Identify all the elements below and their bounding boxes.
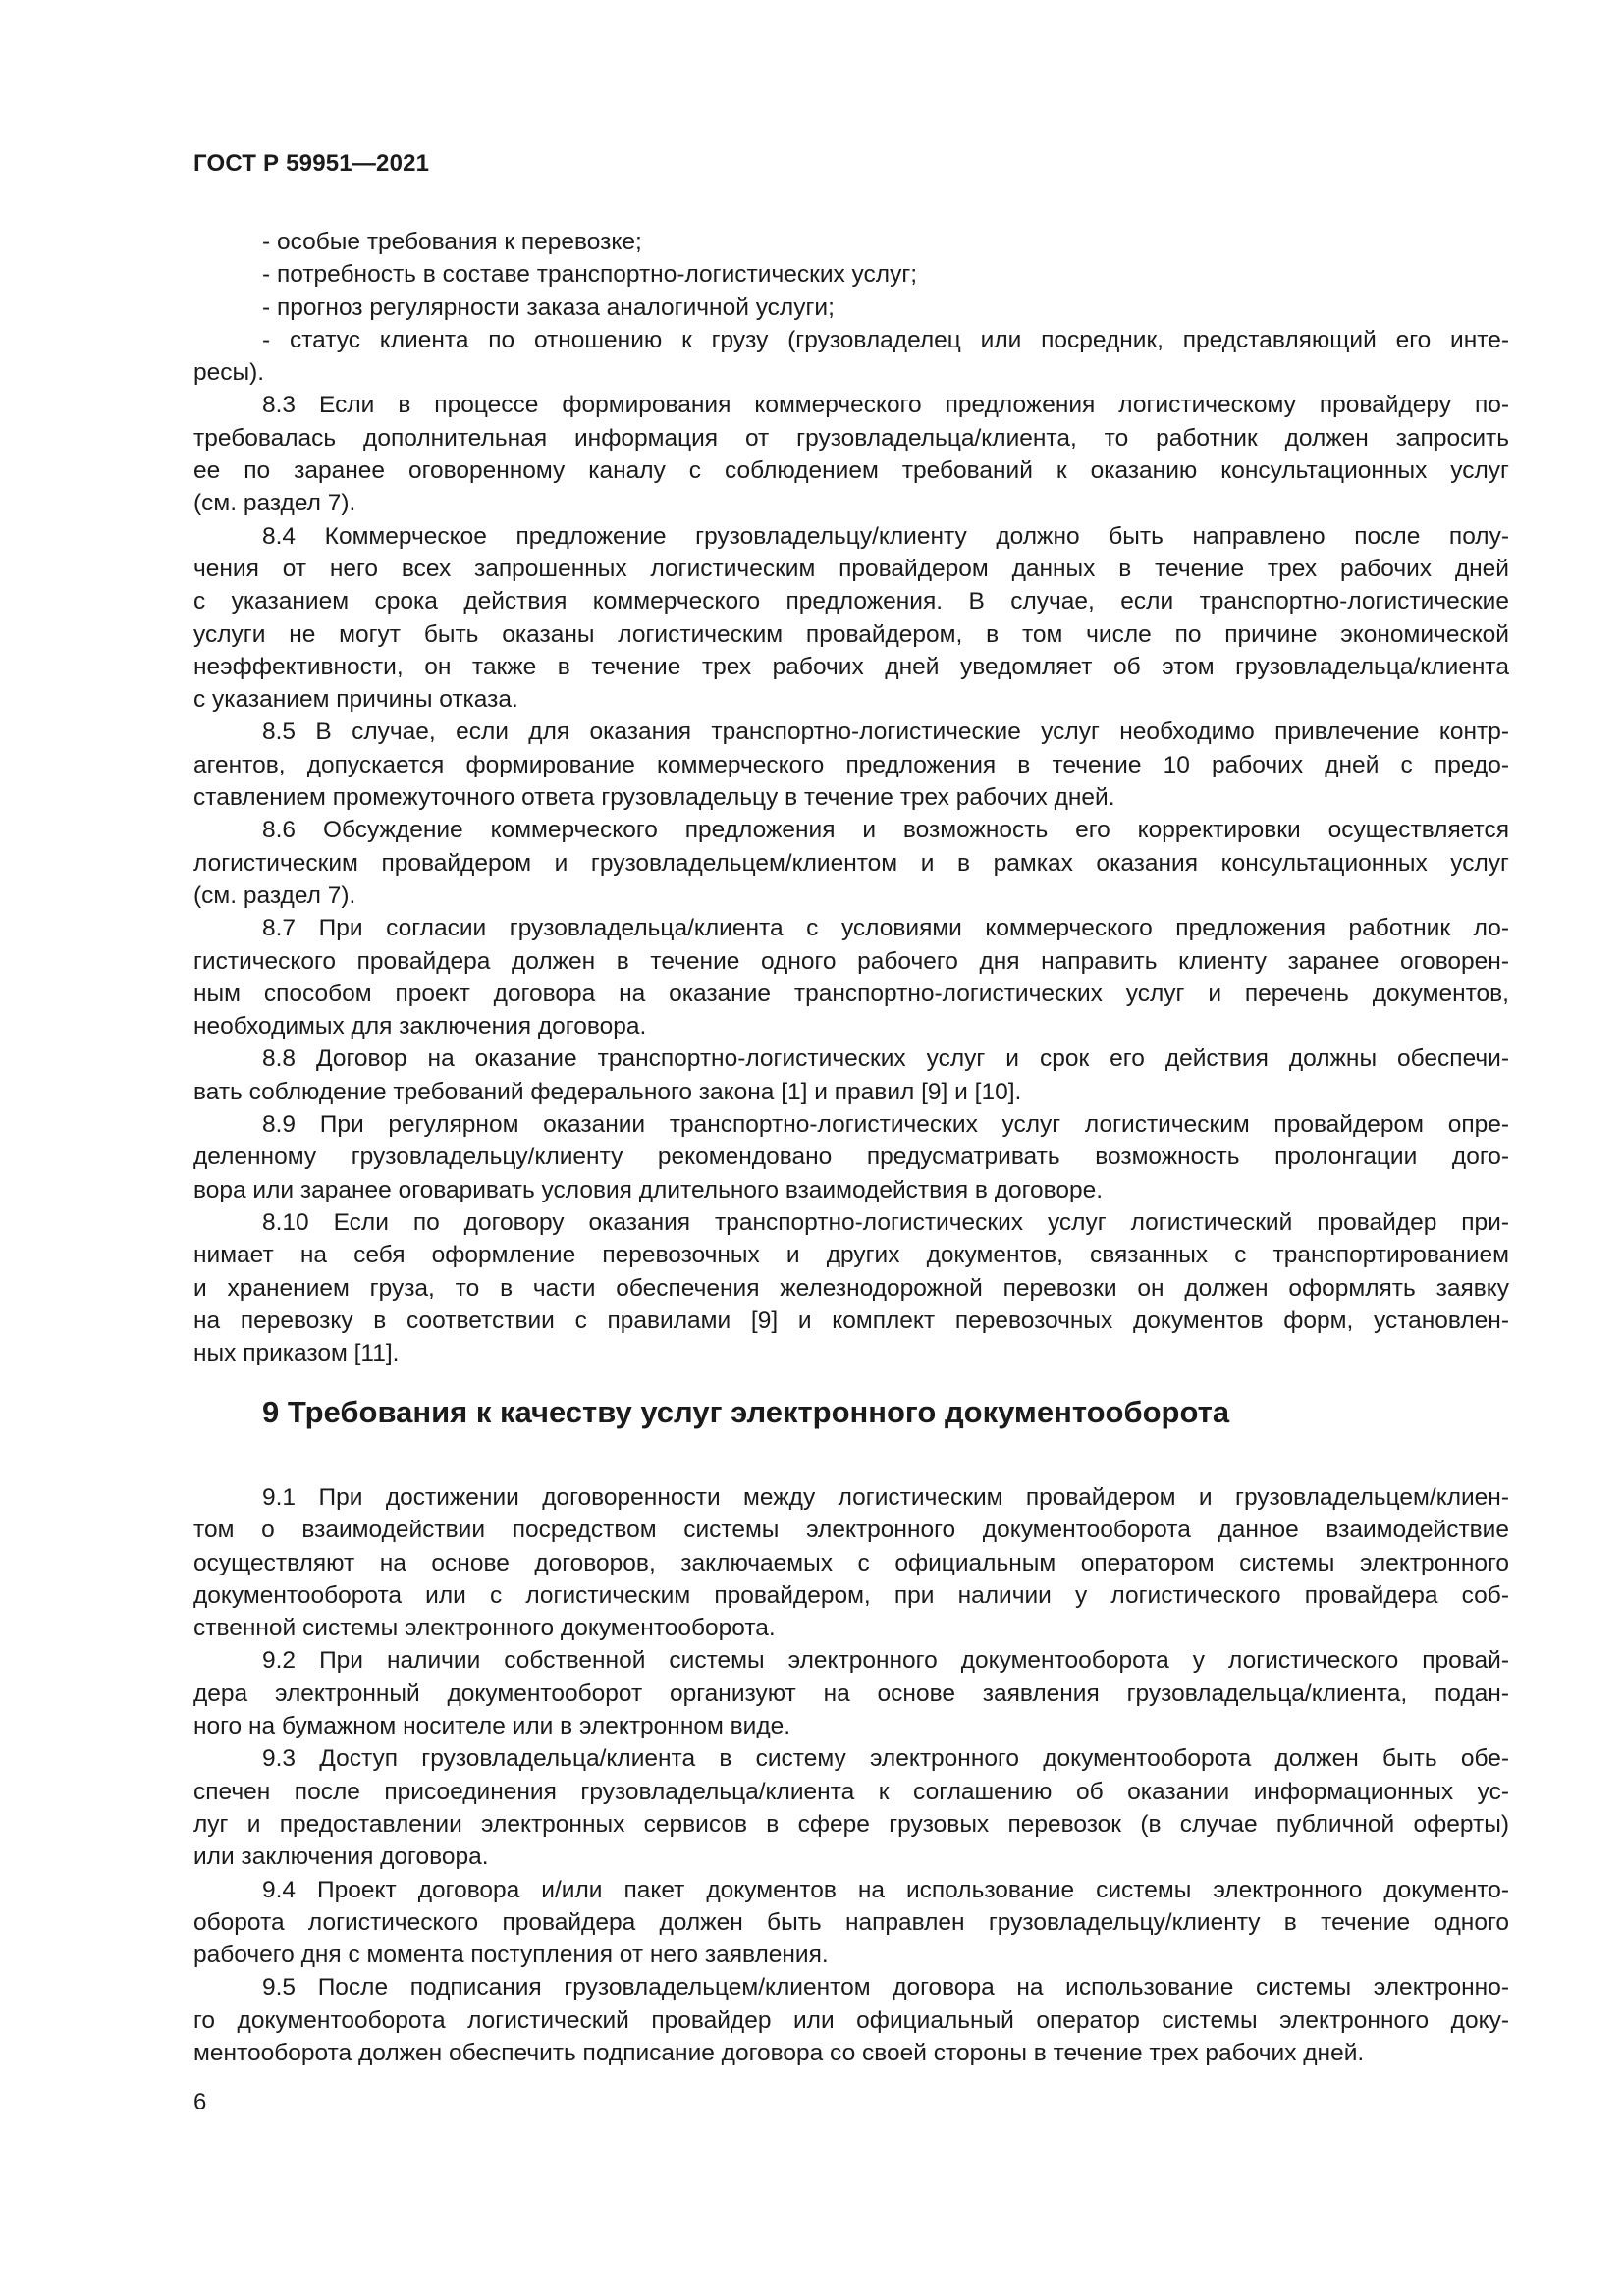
text-line: ного на бумажном носителе или в электронном виде.: [193, 1713, 791, 1740]
text-line: 9.2 При наличии собственной системы электронного документооборота у логистического провай-: [262, 1647, 1509, 1675]
text-line: вать соблюдение требований федерального закона [1] и правил [9] и [10].: [193, 1078, 1022, 1105]
text-line: с указанием срока действия коммерческого предложения. В случае, если транспортно-логистические: [193, 588, 1509, 615]
text-line: 8.3 Если в процессе формирования коммерческого предложения логистическому провайдеру по-: [262, 392, 1509, 419]
text-line: 8.6 Обсуждение коммерческого предложения и возможность его корректировки осуществляется: [262, 817, 1509, 844]
text-line: 8.9 При регулярном оказании транспортно-логистических услуг логистическим провайдером опре-: [262, 1111, 1509, 1139]
text-line: необходимых для заключения договора.: [193, 1013, 647, 1041]
text-line: ственной системы электронного документооборота.: [193, 1615, 776, 1642]
text-line: с указанием причины отказа.: [193, 686, 518, 714]
text-line: спечен после присоединения грузовладельца/клиента к соглашению об оказании информационных ус-: [193, 1778, 1509, 1805]
text-block-section-9: [193, 1481, 1509, 2069]
text-line: ресы).: [193, 359, 265, 387]
text-line: чения от него всех запрошенных логистическим провайдером данных в течение трех рабочих дней: [193, 555, 1509, 582]
text-line: агентов, допускается формирование коммерческого предложения в течение 10 рабочих дней с предо-: [193, 751, 1509, 778]
text-line: 9.3 Доступ грузовладельца/клиента в систему электронного документооборота должен быть обе-: [262, 1745, 1509, 1773]
text-line: - прогноз регулярности заказа аналогичной услуги;: [262, 294, 835, 321]
text-line: 9.1 При достижении договоренности между логистическим провайдером и грузовладельцем/клиен-: [262, 1484, 1509, 1511]
text-line: документооборота или с логистическим провайдером, при наличии у логистического провайдера соб-: [193, 1581, 1509, 1609]
text-block-section-8: [193, 226, 1509, 1369]
page-number: 6: [193, 2089, 207, 2115]
section-heading: 9 Требования к качеству услуг электронного документооборота: [262, 1395, 1230, 1429]
text-line: ее по заранее оговоренному каналу с соблюдением требований к оказанию консультационных услуг: [193, 457, 1509, 485]
text-line: том о взаимодействии посредством системы электронного документооборота данное взаимодействие: [193, 1517, 1509, 1544]
text-line: ставлением промежуточного ответа грузовладельцу в течение трех рабочих дней.: [193, 784, 1115, 812]
text-line: 9.5 После подписания грузовладельцем/клиентом договора на использование системы электронно-: [262, 1974, 1509, 2002]
text-line: вора или заранее оговаривать условия длительного взаимодействия в договоре.: [193, 1176, 1104, 1203]
text-line: 8.5 В случае, если для оказания транспортно-логистические услуг необходимо привлечение контр-: [262, 719, 1509, 746]
text-line: 9.4 Проект договора и/или пакет документов на использование системы электронного документо-: [262, 1876, 1509, 1903]
text-line: - потребность в составе транспортно-логистических услуг;: [262, 261, 918, 289]
text-line: дера электронный документооборот организуют на основе заявления грузовладельца/клиента, подан-: [193, 1680, 1509, 1707]
text-line: (см. раздел 7).: [193, 490, 356, 517]
text-line: 8.10 Если по договору оказания транспортно-логистических услуг логистический провайдер при-: [262, 1208, 1509, 1236]
text-line: ных приказом [11].: [193, 1340, 400, 1367]
text-line: оборота логистического провайдера должен быть направлен грузовладельцу/клиенту в течение одного: [193, 1908, 1509, 1936]
text-line: нимает на себя оформление перевозочных и других документов, связанных с транспортированием: [193, 1242, 1509, 1269]
text-line: логистическим провайдером и грузовладельцем/клиентом и в рамках оказания консультационных услуг: [193, 849, 1509, 877]
text-line: (см. раздел 7).: [193, 881, 356, 909]
text-line: - особые требования к перевозке;: [262, 229, 642, 255]
text-line: 8.4 Коммерческое предложение грузовладельцу/клиенту должно быть направлено после полу-: [262, 522, 1509, 550]
text-line: деленному грузовладельцу/клиенту рекомендовано предусматривать возможность пролонгации дого-: [193, 1144, 1509, 1171]
text-line: го документооборота логистический провайдер или официальный оператор системы электронного доку-: [193, 2006, 1509, 2034]
document-header: ГОСТ Р 59951—2021: [193, 150, 430, 177]
text-line: или заключения договора.: [193, 1843, 489, 1871]
text-line: гистического провайдера должен в течение одного рабочего дня направить клиенту заранее оговорен-: [193, 947, 1509, 975]
text-line: требовалась дополнительная информация от грузовладельца/клиента, то работник должен запросить: [193, 424, 1509, 452]
text-line: осуществляют на основе договоров, заключаемых с официальным оператором системы электронного: [193, 1549, 1509, 1576]
text-line: луг и предоставлении электронных сервисов в сфере грузовых перевозок (в случае публичной оферты): [193, 1810, 1509, 1838]
text-line: неэффективности, он также в течение трех рабочих дней уведомляет об этом грузовладельца/клиента: [193, 653, 1509, 680]
text-line: ным способом проект договора на оказание транспортно-логистических услуг и перечень документов,: [193, 980, 1509, 1007]
text-line: на перевозку в соответствии с правилами [9] и комплект перевозочных документов форм, установлен-: [193, 1307, 1509, 1334]
text-line: 8.8 Договор на оказание транспортно-логистических услуг и срок его действия должны обеспечи-: [262, 1045, 1509, 1073]
text-line: ментооборота должен обеспечить подписание договора со своей стороны в течение трех рабочих дней.: [193, 2040, 1365, 2067]
text-line: и хранением груза, то в части обеспечения железнодорожной перевозки он должен оформлять заявку: [193, 1274, 1509, 1302]
text-line: рабочего дня с момента поступления от него заявления.: [193, 1942, 829, 1969]
text-line: 8.7 При согласии грузовладельца/клиента с условиями коммерческого предложения работник ло-: [262, 915, 1509, 942]
text-line: услуги не могут быть оказаны логистическим провайдером, в том числе по причине экономической: [193, 620, 1509, 648]
text-line: - статус клиента по отношению к грузу (грузовладелец или посредник, представляющий его инте-: [262, 326, 1509, 353]
